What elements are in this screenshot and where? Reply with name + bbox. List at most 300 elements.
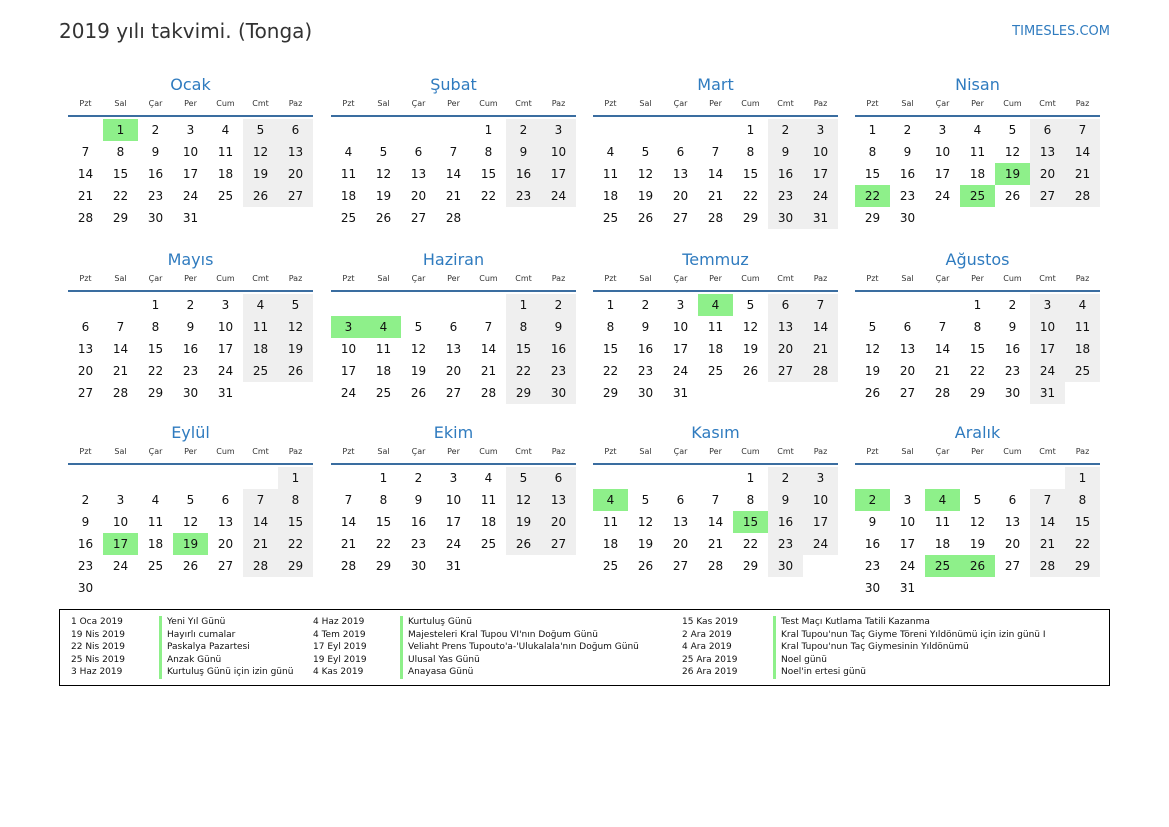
day-cell: 14 (707, 167, 724, 181)
day-cell: 25 (602, 559, 619, 573)
day-cell: 17 (182, 167, 199, 181)
weekday-label: Cum (216, 447, 235, 456)
day-cell: 4 (344, 145, 353, 159)
day-cell: 20 (410, 189, 427, 203)
day-cell: 4 (1065, 294, 1100, 316)
day-cell: 18 (375, 364, 392, 378)
weekday-label: Paz (288, 99, 303, 108)
day-cell: 10 (217, 320, 234, 334)
day-cell: 12 (375, 167, 392, 181)
holiday-day-cell: 4 (698, 294, 733, 316)
day-cell: 9 (903, 145, 912, 159)
day-cell: 7 (243, 489, 278, 511)
weekday-label: Pzt (79, 99, 92, 108)
weekday-label: Çar (411, 274, 426, 283)
day-cell: 5 (973, 493, 982, 507)
day-cell: 23 (147, 189, 164, 203)
day-cell: 14 (1030, 511, 1065, 533)
weekday-label: Paz (551, 447, 566, 456)
weekday-label: Paz (813, 447, 828, 456)
holiday-day-cell: 22 (855, 185, 890, 207)
weekday-label: Pzt (604, 274, 617, 283)
holiday-name: Kral Tupou'nun Taç Giyme Töreni Yıldönümü için izin günü I (773, 629, 1046, 642)
weekday-label: Cmt (515, 447, 532, 456)
day-cell: 28 (340, 559, 357, 573)
day-cell: 11 (1065, 316, 1100, 338)
weekday-label: Çar (411, 99, 426, 108)
month-calendar (855, 249, 1100, 400)
day-cell: 22 (602, 364, 619, 378)
weekday-label: Cum (741, 99, 760, 108)
weekday-label: Cmt (515, 274, 532, 283)
weekday-label: Cum (216, 99, 235, 108)
day-cell: 4 (151, 493, 160, 507)
day-cell: 6 (541, 467, 576, 489)
weekday-label: Sal (901, 99, 914, 108)
day-cell: 30 (864, 581, 881, 595)
day-cell: 13 (899, 342, 916, 356)
day-cell: 30 (637, 386, 654, 400)
day-cell: 7 (81, 145, 90, 159)
day-cell: 10 (934, 145, 951, 159)
holiday-day-cell: 4 (366, 316, 401, 338)
weekday-label: Per (709, 447, 722, 456)
day-cell: 12 (243, 141, 278, 163)
day-cell: 19 (243, 163, 278, 185)
day-cell: 7 (344, 493, 353, 507)
day-cell: 17 (672, 342, 689, 356)
day-cell: 4 (484, 471, 493, 485)
day-cell: 30 (899, 211, 916, 225)
weekday-label: Paz (813, 99, 828, 108)
weekday-label: Sal (639, 274, 652, 283)
weekday-label: Pzt (866, 447, 879, 456)
day-cell: 3 (221, 298, 230, 312)
day-cell: 16 (182, 342, 199, 356)
day-cell: 13 (410, 167, 427, 181)
holiday-date: 4 Tem 2019 (313, 629, 366, 640)
weekday-label: Cum (741, 447, 760, 456)
weekday-header (855, 444, 1100, 460)
holiday-date: 2 Ara 2019 (682, 629, 732, 640)
weekday-label: Çar (673, 274, 688, 283)
day-cell: 12 (637, 167, 654, 181)
month-name: Mart (697, 75, 734, 94)
month-calendar (68, 249, 313, 400)
day-cell: 5 (1008, 123, 1017, 137)
day-cell: 28 (1065, 185, 1100, 207)
weekday-label: Cmt (777, 99, 794, 108)
weekday-label: Cum (741, 274, 760, 283)
day-cell: 27 (899, 386, 916, 400)
day-cell: 24 (1030, 360, 1065, 382)
day-cell: 9 (506, 141, 541, 163)
weekday-label: Per (184, 274, 197, 283)
day-cell: 29 (112, 211, 129, 225)
day-cell: 30 (541, 382, 576, 404)
brand-link[interactable]: TIMESLES.COM (1012, 24, 1110, 39)
weekday-label: Sal (377, 99, 390, 108)
day-cell: 26 (864, 386, 881, 400)
day-cell: 27 (1030, 185, 1065, 207)
weekday-label: Pzt (79, 447, 92, 456)
day-cell: 13 (77, 342, 94, 356)
day-cell: 20 (768, 338, 803, 360)
day-cell: 29 (506, 382, 541, 404)
day-cell: 13 (672, 167, 689, 181)
day-cell: 28 (707, 559, 724, 573)
day-cell: 28 (445, 211, 462, 225)
holiday-day-cell: 4 (593, 489, 628, 511)
weekday-header (593, 96, 838, 112)
day-cell: 9 (768, 489, 803, 511)
day-cell: 16 (1004, 342, 1021, 356)
weekday-label: Paz (1075, 447, 1090, 456)
day-cell: 22 (147, 364, 164, 378)
day-cell: 13 (1004, 515, 1021, 529)
day-cell: 14 (1065, 141, 1100, 163)
day-cell: 7 (1065, 119, 1100, 141)
month-name: Ekim (433, 423, 474, 442)
day-cell: 25 (217, 189, 234, 203)
weekday-header (593, 271, 838, 287)
day-cell: 11 (147, 515, 164, 529)
day-cell: 23 (899, 189, 916, 203)
weekday-header (593, 444, 838, 460)
day-cell: 11 (602, 515, 619, 529)
day-cell: 29 (742, 211, 759, 225)
day-cell: 8 (278, 489, 313, 511)
day-cell: 20 (278, 163, 313, 185)
month-name: Eylül (171, 423, 210, 442)
day-cell: 14 (340, 515, 357, 529)
day-cell: 9 (641, 320, 650, 334)
day-cell: 24 (112, 559, 129, 573)
day-cell: 19 (742, 342, 759, 356)
weekday-label: Çar (935, 447, 950, 456)
day-cell: 1 (973, 298, 982, 312)
day-cell: 30 (410, 559, 427, 573)
day-cell: 8 (151, 320, 160, 334)
day-cell: 13 (1030, 141, 1065, 163)
day-cell: 20 (672, 189, 689, 203)
weekday-label: Cum (1003, 99, 1022, 108)
day-cell: 6 (1030, 119, 1065, 141)
month-divider (331, 463, 576, 465)
day-cell: 15 (147, 342, 164, 356)
day-cell: 7 (803, 294, 838, 316)
weekday-label: Per (971, 274, 984, 283)
day-cell: 2 (768, 467, 803, 489)
day-cell: 8 (973, 320, 982, 334)
weekday-label: Çar (673, 99, 688, 108)
day-cell: 8 (1065, 489, 1100, 511)
holiday-date: 25 Nis 2019 (71, 654, 125, 665)
day-cell: 21 (77, 189, 94, 203)
day-cell: 19 (864, 364, 881, 378)
day-cell: 1 (506, 294, 541, 316)
holiday-day-cell: 3 (331, 316, 366, 338)
month-calendar (855, 74, 1100, 225)
holiday-name: Veliaht Prens Tupouto'a-'Ulukalala'nın Doğum Günü (400, 641, 639, 654)
month-divider (68, 463, 313, 465)
day-cell: 17 (899, 537, 916, 551)
holiday-day-cell: 26 (960, 555, 995, 577)
holiday-date: 1 Oca 2019 (71, 617, 123, 627)
day-cell: 29 (969, 386, 986, 400)
month-name: Ocak (170, 75, 211, 94)
day-cell: 27 (445, 386, 462, 400)
day-cell: 24 (217, 364, 234, 378)
day-cell: 27 (1004, 559, 1021, 573)
day-cell: 28 (77, 211, 94, 225)
holiday-day-cell: 2 (855, 489, 890, 511)
day-cell: 4 (606, 145, 615, 159)
holiday-day-cell: 19 (995, 163, 1030, 185)
weekday-label: Çar (673, 447, 688, 456)
day-cell: 26 (410, 386, 427, 400)
day-cell: 23 (410, 537, 427, 551)
day-cell: 25 (1065, 360, 1100, 382)
weekday-label: Sal (377, 447, 390, 456)
day-cell: 10 (182, 145, 199, 159)
day-cell: 15 (602, 342, 619, 356)
day-cell: 18 (602, 537, 619, 551)
day-cell: 27 (77, 386, 94, 400)
day-cell: 3 (541, 119, 576, 141)
day-cell: 26 (506, 533, 541, 555)
day-cell: 24 (934, 189, 951, 203)
holiday-name: Yeni Yıl Günü (159, 616, 225, 629)
day-cell: 29 (147, 386, 164, 400)
month-name: Nisan (955, 75, 1000, 94)
day-cell: 29 (742, 559, 759, 573)
day-cell: 6 (903, 320, 912, 334)
weekday-label: Paz (288, 447, 303, 456)
day-cell: 23 (864, 559, 881, 573)
day-cell: 6 (81, 320, 90, 334)
day-cell: 3 (186, 123, 195, 137)
day-cell: 26 (243, 185, 278, 207)
weekday-label: Pzt (342, 99, 355, 108)
day-cell: 13 (278, 141, 313, 163)
month-calendar (331, 74, 576, 225)
weekday-label: Çar (148, 447, 163, 456)
day-cell: 22 (1065, 533, 1100, 555)
day-cell: 21 (1065, 163, 1100, 185)
day-cell: 7 (484, 320, 493, 334)
day-cell: 1 (1065, 467, 1100, 489)
month-calendar (331, 422, 576, 573)
month-calendar (593, 422, 838, 573)
weekday-label: Cmt (252, 99, 269, 108)
day-cell: 28 (803, 360, 838, 382)
month-divider (331, 115, 576, 117)
month-name: Şubat (430, 75, 477, 94)
holiday-day-cell: 19 (173, 533, 208, 555)
day-cell: 17 (445, 515, 462, 529)
day-cell: 11 (217, 145, 234, 159)
weekday-label: Cmt (1039, 447, 1056, 456)
day-cell: 11 (243, 316, 278, 338)
day-cell: 24 (445, 537, 462, 551)
day-cell: 26 (278, 360, 313, 382)
day-cell: 1 (379, 471, 388, 485)
weekday-label: Sal (901, 274, 914, 283)
day-cell: 12 (864, 342, 881, 356)
month-divider (331, 290, 576, 292)
day-cell: 30 (182, 386, 199, 400)
day-cell: 10 (340, 342, 357, 356)
day-cell: 14 (77, 167, 94, 181)
day-cell: 31 (803, 207, 838, 229)
day-cell: 5 (186, 493, 195, 507)
weekday-label: Paz (1075, 274, 1090, 283)
weekday-label: Cmt (252, 447, 269, 456)
holiday-date: 22 Nis 2019 (71, 642, 125, 653)
day-cell: 18 (243, 338, 278, 360)
day-cell: 5 (243, 119, 278, 141)
day-cell: 30 (768, 207, 803, 229)
day-cell: 6 (676, 493, 685, 507)
day-cell: 8 (116, 145, 125, 159)
day-cell: 9 (414, 493, 423, 507)
day-cell: 25 (375, 386, 392, 400)
day-cell: 3 (676, 298, 685, 312)
day-cell: 14 (480, 342, 497, 356)
day-cell: 21 (803, 338, 838, 360)
day-cell: 26 (375, 211, 392, 225)
day-cell: 1 (151, 298, 160, 312)
day-cell: 11 (969, 145, 986, 159)
day-cell: 12 (410, 342, 427, 356)
day-cell: 12 (278, 316, 313, 338)
day-cell: 25 (480, 537, 497, 551)
weekday-label: Çar (148, 99, 163, 108)
month-calendar (331, 249, 576, 400)
weekday-label: Sal (114, 447, 127, 456)
day-cell: 28 (112, 386, 129, 400)
day-cell: 7 (449, 145, 458, 159)
day-cell: 22 (742, 189, 759, 203)
holiday-name: Paskalya Pazartesi (159, 641, 250, 654)
holiday-date: 15 Kas 2019 (682, 617, 739, 627)
day-cell: 2 (541, 294, 576, 316)
day-cell: 10 (112, 515, 129, 529)
day-cell: 14 (112, 342, 129, 356)
day-cell: 21 (707, 189, 724, 203)
holiday-day-cell: 4 (925, 489, 960, 511)
holiday-day-cell: 1 (103, 119, 138, 141)
weekday-label: Pzt (604, 99, 617, 108)
day-cell: 29 (278, 555, 313, 577)
weekday-label: Cum (479, 274, 498, 283)
day-cell: 20 (672, 537, 689, 551)
day-cell: 24 (899, 559, 916, 573)
day-cell: 19 (637, 189, 654, 203)
weekday-label: Per (709, 99, 722, 108)
day-cell: 22 (969, 364, 986, 378)
day-cell: 15 (506, 338, 541, 360)
day-cell: 11 (602, 167, 619, 181)
holiday-name: Ulusal Yas Günü (400, 654, 480, 667)
day-cell: 20 (217, 537, 234, 551)
day-cell: 21 (707, 537, 724, 551)
day-cell: 19 (969, 537, 986, 551)
day-cell: 15 (864, 167, 881, 181)
day-cell: 13 (541, 489, 576, 511)
day-cell: 16 (637, 342, 654, 356)
day-cell: 7 (711, 493, 720, 507)
day-cell: 23 (541, 360, 576, 382)
weekday-label: Per (447, 99, 460, 108)
day-cell: 18 (934, 537, 951, 551)
day-cell: 18 (969, 167, 986, 181)
day-cell: 2 (903, 123, 912, 137)
day-cell: 11 (375, 342, 392, 356)
weekday-label: Sal (901, 447, 914, 456)
day-cell: 25 (707, 364, 724, 378)
weekday-label: Cum (479, 99, 498, 108)
day-cell: 26 (637, 559, 654, 573)
weekday-header (855, 96, 1100, 112)
holiday-date: 4 Haz 2019 (313, 617, 365, 627)
day-cell: 8 (746, 493, 755, 507)
day-cell: 4 (973, 123, 982, 137)
day-cell: 29 (602, 386, 619, 400)
weekday-header (855, 271, 1100, 287)
day-cell: 4 (243, 294, 278, 316)
holiday-name: Hayırlı cumalar (159, 629, 235, 642)
weekday-label: Sal (114, 99, 127, 108)
day-cell: 30 (77, 581, 94, 595)
weekday-header (68, 271, 313, 287)
day-cell: 11 (934, 515, 951, 529)
day-cell: 12 (182, 515, 199, 529)
day-cell: 19 (278, 338, 313, 360)
month-name: Ağustos (945, 250, 1010, 269)
weekday-label: Paz (1075, 99, 1090, 108)
day-cell: 21 (480, 364, 497, 378)
day-cell: 9 (1008, 320, 1017, 334)
holiday-date: 4 Kas 2019 (313, 667, 364, 678)
day-cell: 22 (375, 537, 392, 551)
day-cell: 24 (541, 185, 576, 207)
day-cell: 27 (541, 533, 576, 555)
holiday-name: Anayasa Günü (400, 666, 473, 679)
day-cell: 6 (414, 145, 423, 159)
weekday-header (68, 444, 313, 460)
weekday-label: Per (971, 447, 984, 456)
day-cell: 17 (934, 167, 951, 181)
month-calendar (68, 422, 313, 595)
day-cell: 14 (934, 342, 951, 356)
weekday-label: Per (971, 99, 984, 108)
month-name: Mayıs (167, 250, 214, 269)
day-cell: 19 (410, 364, 427, 378)
day-cell: 3 (449, 471, 458, 485)
day-cell: 15 (375, 515, 392, 529)
month-name: Aralık (954, 423, 1001, 442)
day-cell: 15 (112, 167, 129, 181)
day-cell: 5 (506, 467, 541, 489)
day-cell: 18 (480, 515, 497, 529)
day-cell: 14 (243, 511, 278, 533)
day-cell: 25 (243, 360, 278, 382)
day-cell: 5 (278, 294, 313, 316)
day-cell: 15 (278, 511, 313, 533)
holiday-date: 4 Ara 2019 (682, 642, 732, 653)
